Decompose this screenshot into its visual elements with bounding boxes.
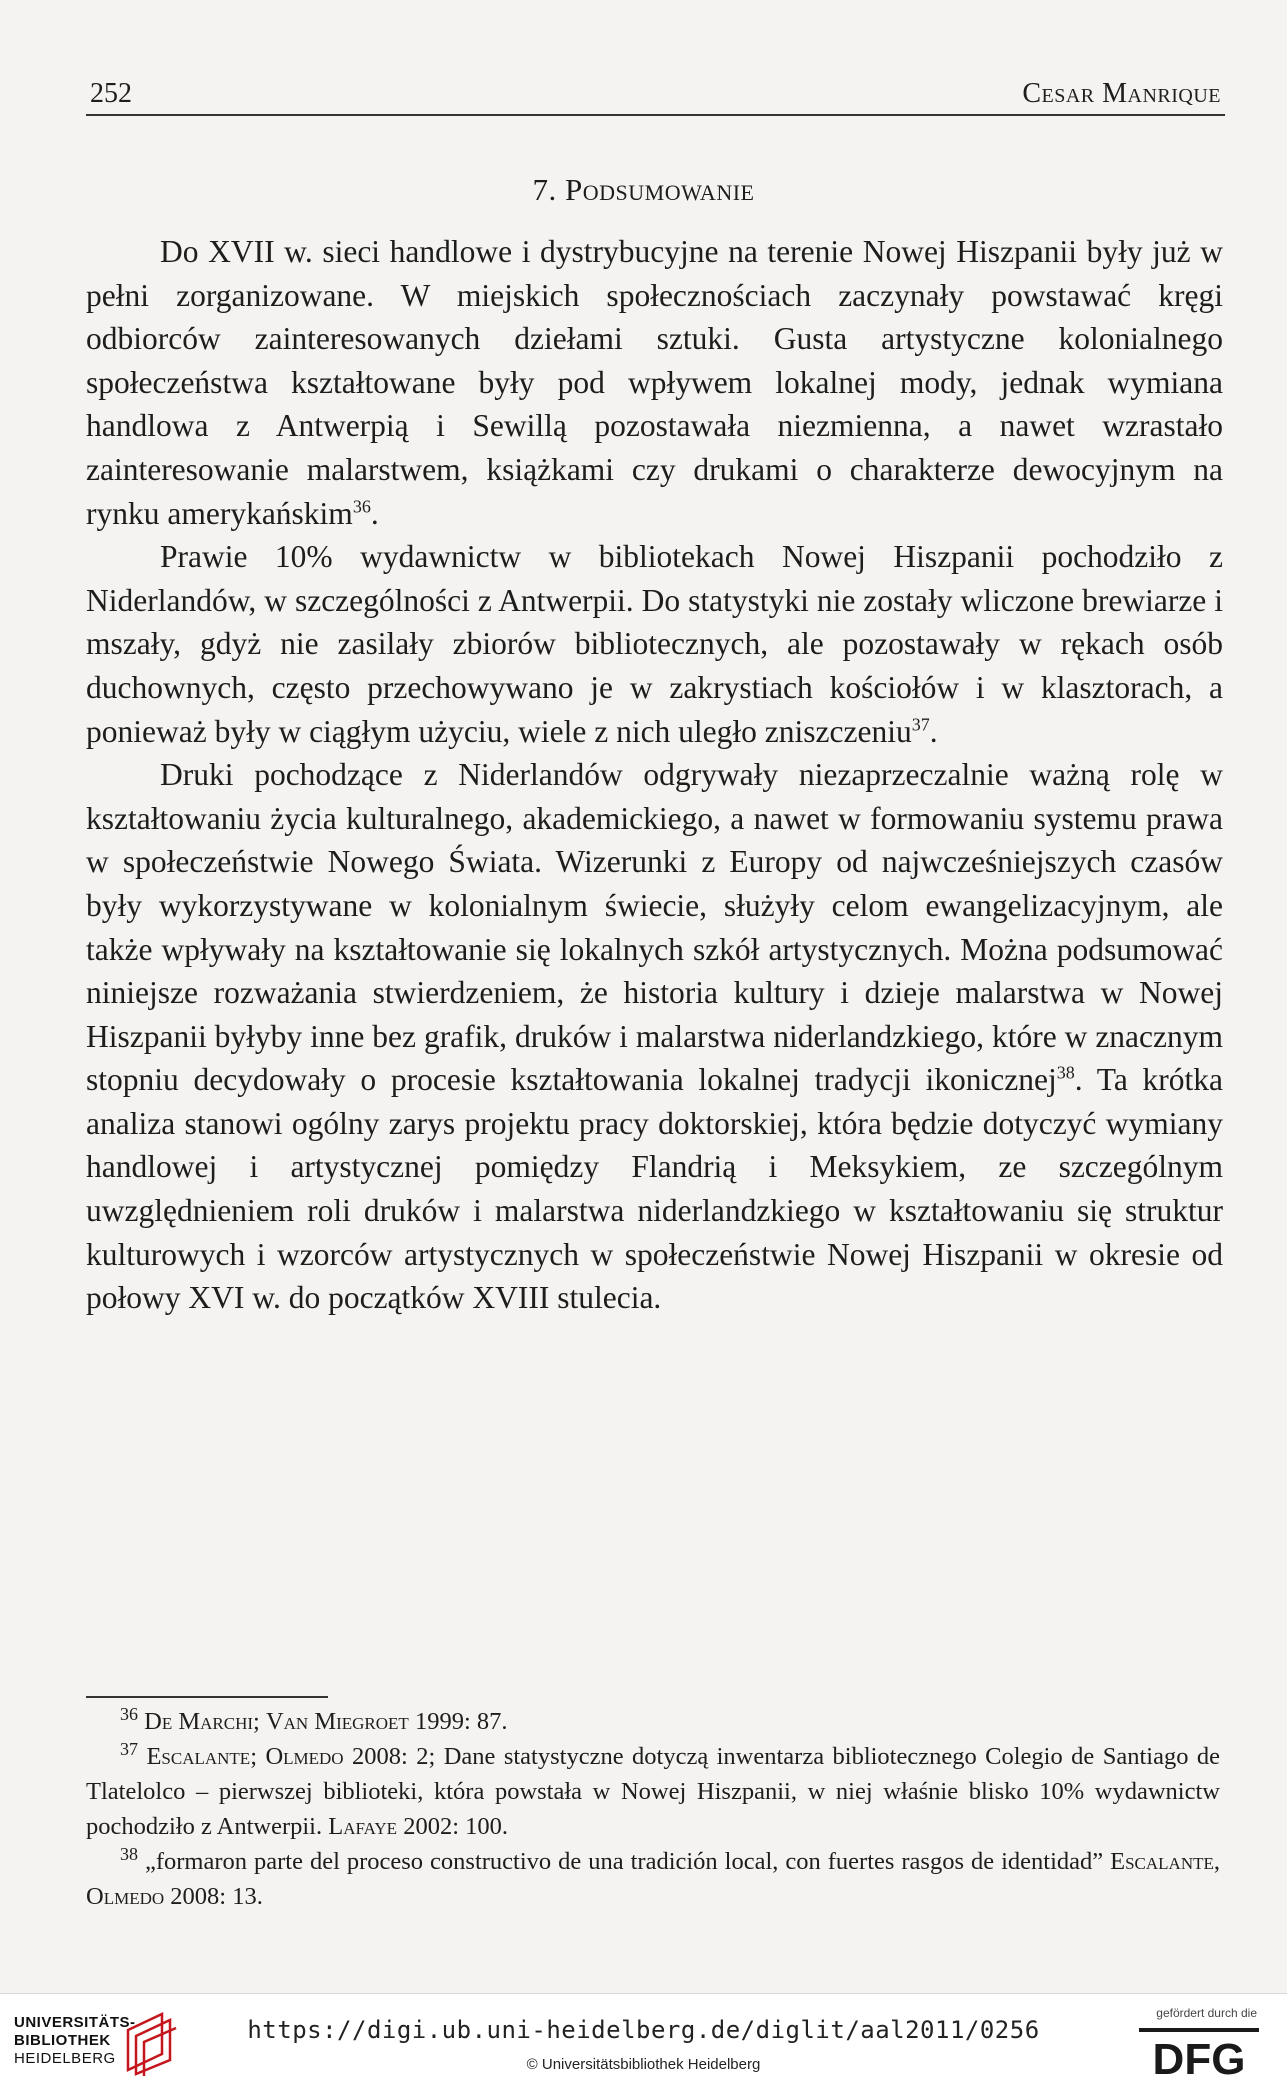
funding-note: gefördert durch die	[1156, 2006, 1257, 2020]
footnote-36: $^{36}$ De Marchi; Van Miegroet 1999: 87.	[120, 1703, 508, 1735]
paragraph-2: Prawie 10% wydawnictw w bibliotekach Nowej Hiszpanii pochodziło z Niderlandów, w szczególności z Antwerpii. Do statystyki nie zostały wliczone brewiarze i mszały, gdyż nie zasilały zbiorów bibliotecznych, ale pozostawały w rękach osób duchownych, często przechowywano je w zakrystiach kościołów i w klasztorach, a ponieważ były w ciągłym użyciu, wiele z nich uległo zniszczeniu$^{37}$.	[86, 539, 1223, 749]
footnote-ref-38[interactable]: 38	[1056, 1062, 1075, 1083]
running-header	[86, 72, 1225, 116]
footnote-separator	[86, 1696, 328, 1698]
copyright-notice: © Universitätsbibliothek Heidelberg	[526, 2056, 761, 2073]
body-text	[86, 230, 1223, 1320]
running-head-author: Cesar Manrique	[1022, 78, 1221, 109]
footnote-38: $^{38}$ „formaron parte del proceso constructivo de una tradición local, con fuertes rasgos de identidad” Escalante, Olmedo 2008: 13.	[86, 1843, 1220, 1910]
paragraph-3: Druki pochodzące z Niderlandów odgrywały niezaprzeczalnie ważną rolę w kształtowaniu życia kulturalnego, akademickiego, a nawet w formowaniu systemu prawa w społeczeństwie Nowego Świata. Wizerunki z Europy od najwcześniejszych czasów były wykorzystywane w kolonialnym świecie, służyły celom ewangelizacyjnym, ale także wpływały na kształtowanie się lokalnych szkół artystycznych. Można podsumować niniejsze rozważania stwierdzeniem, że historia kultury i dzieje malarstwa w Nowej Hiszpanii byłyby inne bez grafik, druków i malarstwa niderlandzkiego, które w znacznym stopniu decydowały o procesie kształtowania lokalnej tradycji ikonicznej$^{38}$. Ta krótka analiza stanowi ogólny zarys projektu pracy doktorskiej, która będzie dotyczyć wymiany handlowej i artystycznej pomiędzy Flandrią i Meksykiem, ze szczególnym uwzględnieniem roli druków i malarstwa niderlandzkiego w kształtowaniu się struktur kulturowych i wzorców artystycznych w społeczeństwie Nowej Hiszpanii w okresie od połowy XVI w. do początków XVIII stulecia.	[86, 757, 1223, 1316]
dfg-logo-icon[interactable]	[1139, 2024, 1259, 2080]
footnote-ref-37[interactable]: 37	[911, 714, 930, 735]
document-url-link[interactable]: https://digi.ub.uni-heidelberg.de/diglit/aal2011/0256	[247, 2016, 1040, 2044]
paragraph-1: Do XVII w. sieci handlowe i dystrybucyjne na terenie Nowej Hiszpanii były już w pełni zorganizowane. W miejskich społecznościach zaczynały powstawać kręgi odbiorców zainteresowanych dziełami sztuki. Gusta artystyczne kolonialnego społeczeństwa kształtowane były pod wpływem lokalnej mody, jednak wymiana handlowa z Antwerpią i Sewillą pozostawała niezmienna, a nawet wzrastało zainteresowanie malarstwem, książkami czy drukami o charakterze dewocyjnym na rynku amerykańskim$^{36}$.	[86, 234, 1223, 531]
footnote-37: $^{37}$ Escalante; Olmedo 2008: 2; Dane statystyczne dotyczą inwentarza bibliotecznego Colegio de Santiago de Tlatelolco – pierwszej biblioteki, która powstała w Nowej Hiszpanii, w niej właśnie blisko 10% wydawnictw pochodziło z Antwerpii. Lafaye 2002: 100.	[86, 1738, 1221, 1840]
section-heading: 7. Podsumowanie	[532, 172, 755, 207]
footnotes	[86, 1704, 1220, 1914]
footnote-ref-36[interactable]: 36	[352, 496, 371, 517]
page-number: 252	[90, 78, 132, 109]
library-name[interactable]: UNIVERSITÄTS- BIBLIOTHEK HEIDELBERG	[14, 2014, 136, 2067]
dfg-logo-text: DFG	[1152, 2035, 1246, 2080]
digitization-footer	[0, 1993, 1287, 2090]
